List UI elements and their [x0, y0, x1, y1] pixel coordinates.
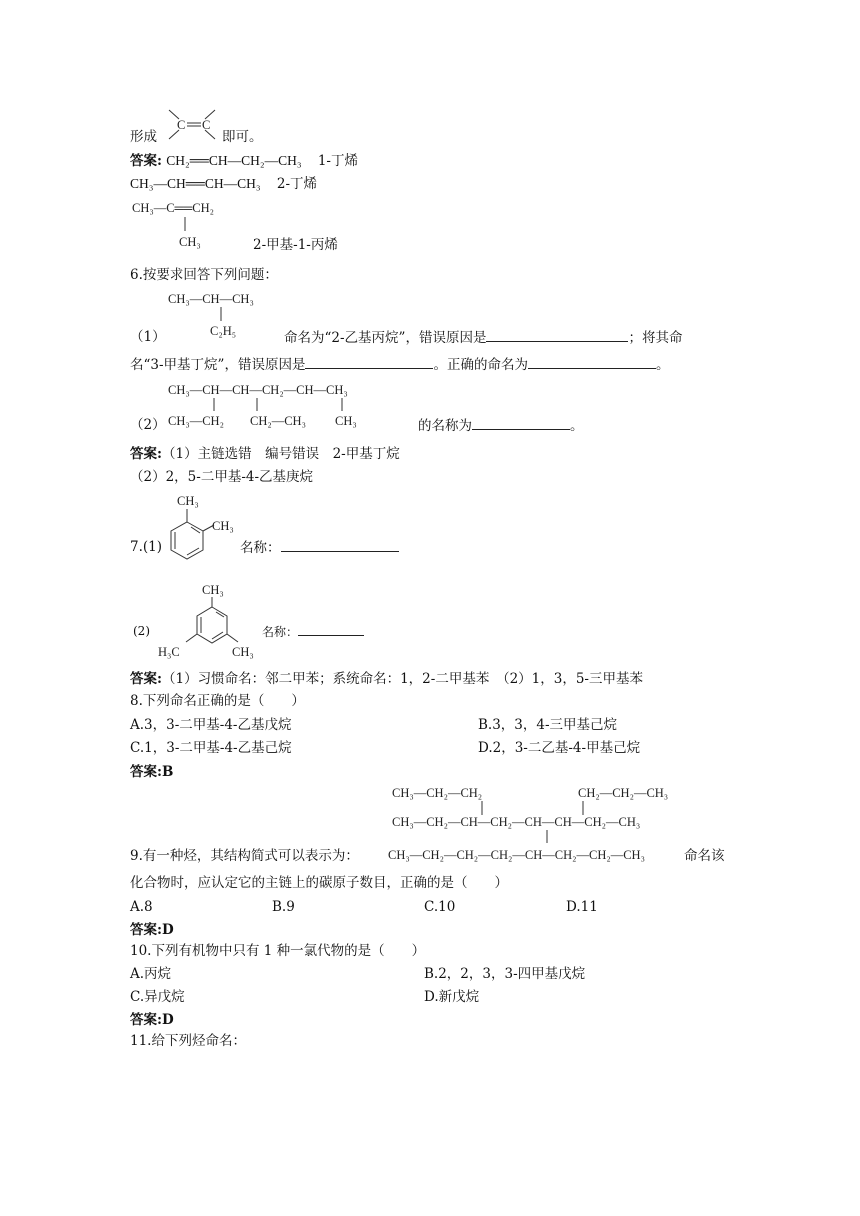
svg-text:CH₃: CH₃	[202, 583, 224, 597]
q7-p1-label: 名称：	[240, 540, 281, 556]
svg-text:CH₃—CH₂—CH—CH₂—CH—CH—CH₂—CH₃: CH₃—CH₂—CH—CH₂—CH—CH—CH₂—CH₃	[392, 815, 641, 829]
q7-answer: （1）习惯命名：邻二甲苯；系统命名：1，2-二甲基苯 （2）1，3，5-三甲基苯	[161, 671, 643, 687]
svg-text:CH₃: CH₃	[232, 645, 254, 659]
q6-p2-num: （2）	[130, 417, 166, 433]
butene1-name: 1-丁烯	[317, 153, 358, 169]
answer-blank[interactable]	[472, 416, 570, 430]
answer-blank[interactable]	[305, 355, 433, 369]
svg-text:CH₃: CH₃	[335, 414, 357, 428]
s5-tail: 即可。	[222, 129, 263, 145]
svg-text:CH₃: CH₃	[177, 494, 199, 508]
q8-title: 8.下列命名正确的是（ ）	[130, 693, 305, 709]
q8-option-c[interactable]: C.1，3-二甲基-4-乙基己烷	[130, 740, 292, 756]
svg-text:CH₃—CH—CH—CH₂—CH—CH₃: CH₃—CH—CH—CH₂—CH—CH₃	[168, 383, 348, 397]
svg-text:CH₃—C══CH₂: CH₃—C══CH₂	[132, 201, 214, 215]
q9-option-c[interactable]: C.10	[424, 899, 456, 915]
q9-line2: 化合物时，应认定它的主链上的碳原子数目，正确的是（ ）	[130, 875, 508, 891]
svg-text:C: C	[202, 118, 211, 132]
svg-text:H₃C: H₃C	[158, 645, 180, 659]
svg-text:CH₂—CH₂—CH₃: CH₂—CH₂—CH₃	[578, 786, 669, 800]
o-xylene-structure	[150, 492, 250, 582]
q9-answer: D	[161, 922, 174, 938]
q9-lead: 9.有一种烃，其结构简式可以表示为：	[130, 848, 359, 864]
alkene-double-bond-structure	[165, 106, 225, 146]
q7-p1-num: 7.(1)	[130, 539, 163, 555]
q10-title: 10.下列有机物中只有 1 种一氯代物的是（ ）	[130, 943, 426, 959]
q6-p1-text-e: 。	[655, 357, 670, 373]
q7-p2-label: 名称：	[262, 625, 299, 639]
q7-p2-num: (2)	[133, 624, 150, 638]
q6-p1-num: （1）	[130, 329, 166, 345]
answer-label: 答案:	[130, 922, 162, 938]
q6-answer-2: （2）2，5-二甲基-4-乙基庚烷	[130, 469, 314, 485]
answer-label: 答案:	[130, 1012, 162, 1028]
answer-label: 答案:	[130, 153, 162, 169]
s5-lead: 形成	[130, 129, 157, 145]
q8-answer: B	[161, 764, 174, 780]
answer-label: 答案:	[130, 764, 162, 780]
svg-text:CH₃—CH₂: CH₃—CH₂	[168, 414, 224, 428]
q6-p1-text-c: 名“3-甲基丁烷”，错误原因是	[130, 357, 306, 373]
q6-answer-1: （1）主链选错 编号错误 2-甲基丁烷	[161, 446, 400, 462]
svg-text:CH₃—CH₂—CH₂—CH₂—CH—CH₂—CH₂—CH₃: CH₃—CH₂—CH₂—CH₂—CH—CH₂—CH₂—CH₃	[388, 848, 645, 862]
answer-blank[interactable]	[528, 355, 656, 369]
q6-p2-text: 的名称为	[418, 418, 472, 434]
q9-tail: 命名该	[684, 848, 725, 864]
q8-option-b[interactable]: B.3，3，4-三甲基己烷	[478, 717, 618, 733]
svg-text:CH₃—CH—CH₃: CH₃—CH—CH₃	[168, 292, 254, 306]
q9-option-a[interactable]: A.8	[130, 899, 153, 915]
svg-text:CH₂—CH₃: CH₂—CH₃	[250, 414, 306, 428]
svg-text:C: C	[177, 118, 186, 132]
butene2-formula: CH₃—CH══CH—CH₃	[130, 176, 261, 191]
q6-structure-2	[168, 379, 418, 429]
q9-option-b[interactable]: B.9	[272, 899, 295, 915]
mesitylene-structure	[156, 582, 266, 664]
answer-blank[interactable]	[486, 328, 628, 342]
q6-p1-text-b: ；将其命	[628, 330, 683, 346]
q9-structure-bottom-chain	[388, 845, 688, 865]
q8-option-d[interactable]: D.2，3-二乙基-4-甲基己烷	[478, 740, 641, 756]
svg-text:C₂H₅: C₂H₅	[210, 324, 237, 338]
answer-blank[interactable]	[298, 622, 364, 636]
q10-option-d[interactable]: D.新戊烷	[424, 989, 480, 1005]
q10-option-b[interactable]: B.2，2，3，3-四甲基戊烷	[424, 966, 586, 982]
q6-p2-end: 。	[570, 418, 584, 434]
q11-title: 11.给下列烃命名：	[130, 1033, 246, 1049]
q10-option-a[interactable]: A.丙烷	[130, 966, 172, 982]
methylpropene-name: 2-甲基-1-丙烯	[253, 237, 338, 253]
q6-title: 6.按要求回答下列问题：	[130, 267, 278, 283]
butene2-name: 2-丁烯	[276, 176, 318, 192]
q8-option-a[interactable]: A.3，3-二甲基-4-乙基戊烷	[130, 717, 292, 733]
answer-label: 答案:	[130, 446, 162, 462]
q6-p1-text-a: 命名为“2-乙基丙烷”，错误原因是	[284, 330, 487, 346]
answer-blank[interactable]	[281, 538, 399, 552]
q10-answer: D	[161, 1012, 174, 1028]
answer-label: 答案:	[130, 671, 162, 687]
q6-p1-text-d: 。正确的命名为	[433, 357, 528, 373]
methylpropene-structure	[132, 197, 252, 253]
svg-text:CH₃—CH₂—CH₂: CH₃—CH₂—CH₂	[392, 786, 483, 800]
q9-option-d[interactable]: D.11	[566, 899, 598, 915]
svg-text:CH₃: CH₃	[179, 235, 201, 249]
svg-text:CH₃: CH₃	[212, 519, 234, 533]
q6-structure-1	[168, 289, 288, 339]
q10-option-c[interactable]: C.异戊烷	[130, 989, 185, 1005]
butene1-formula: CH₂══CH—CH₂—CH₃	[166, 153, 302, 168]
